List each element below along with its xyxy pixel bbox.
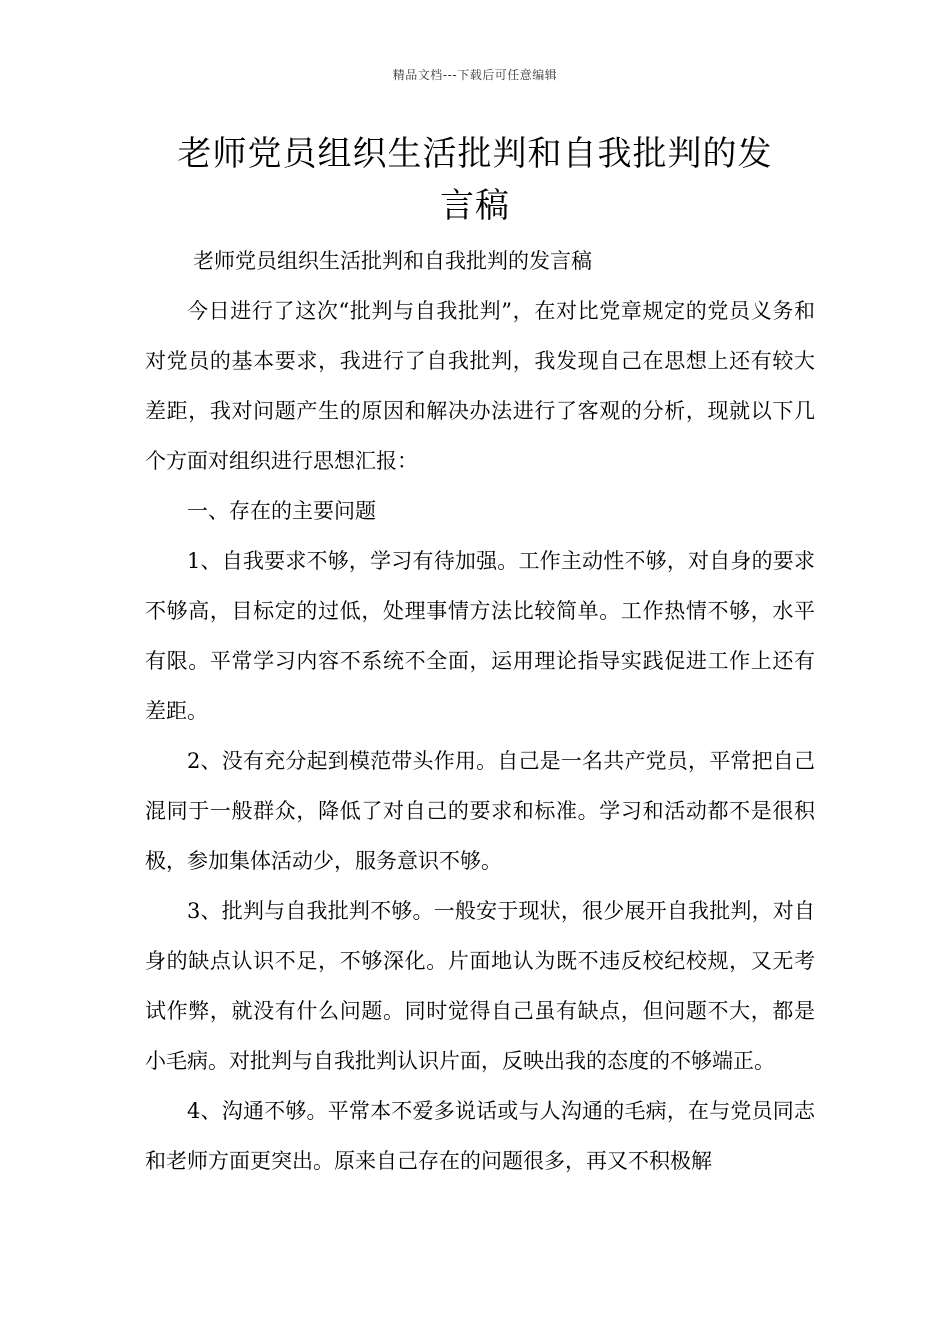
document-subtitle: 老师党员组织生活批判和自我批判的发言稿 — [193, 249, 592, 273]
section-heading: 一、存在的主要问题 — [187, 499, 376, 523]
header-note: 精品文档---下载后可任意编辑 — [392, 68, 558, 82]
paragraph-intro: 今日进行了这次“批判与自我批判”，在对比党章规定的党员义务和对党员的基本要求，我进行了自我批判，我发现自己在思想上还有较大差距，我对问题产生的原因和解决办法进行了客观的分析，现就以下几个方面对组织进行思想汇报： — [145, 299, 815, 473]
paragraph-item-3: 3、批判与自我批判不够。一般安于现状，很少展开自我批判，对自身的缺点认识不足，不够深化。片面地认为既不违反校纪校规，又无考试作弊，就没有什么问题。同时觉得自己虽有缺点，但问题不大，都是小毛病。对批判与自我批判认识片面，反映出我的态度的不够端正。 — [145, 899, 815, 1073]
paragraph-item-2: 2、没有充分起到模范带头作用。自己是一名共产党员，平常把自己混同于一般群众，降低了对自己的要求和标准。学习和活动都不是很积极，参加集体活动少，服务意识不够。 — [145, 749, 815, 873]
document-title — [120, 128, 830, 232]
paragraph-item-4: 4、沟通不够。平常本不爱多说话或与人沟通的毛病，在与党员同志和老师方面更突出。原来自己存在的问题很多，再又不积极解 — [145, 1099, 815, 1173]
title-line-2: 言稿 — [440, 186, 510, 226]
paragraph-item-1: 1、自我要求不够，学习有待加强。工作主动性不够，对自身的要求不够高，目标定的过低，处理事情方法比较简单。工作热情不够，水平有限。平常学习内容不系统不全面，运用理论指导实践促进工作上还有差距。 — [145, 549, 815, 723]
document-body — [145, 236, 815, 1186]
title-line-1: 老师党员组织生活批判和自我批判的发 — [177, 134, 773, 174]
